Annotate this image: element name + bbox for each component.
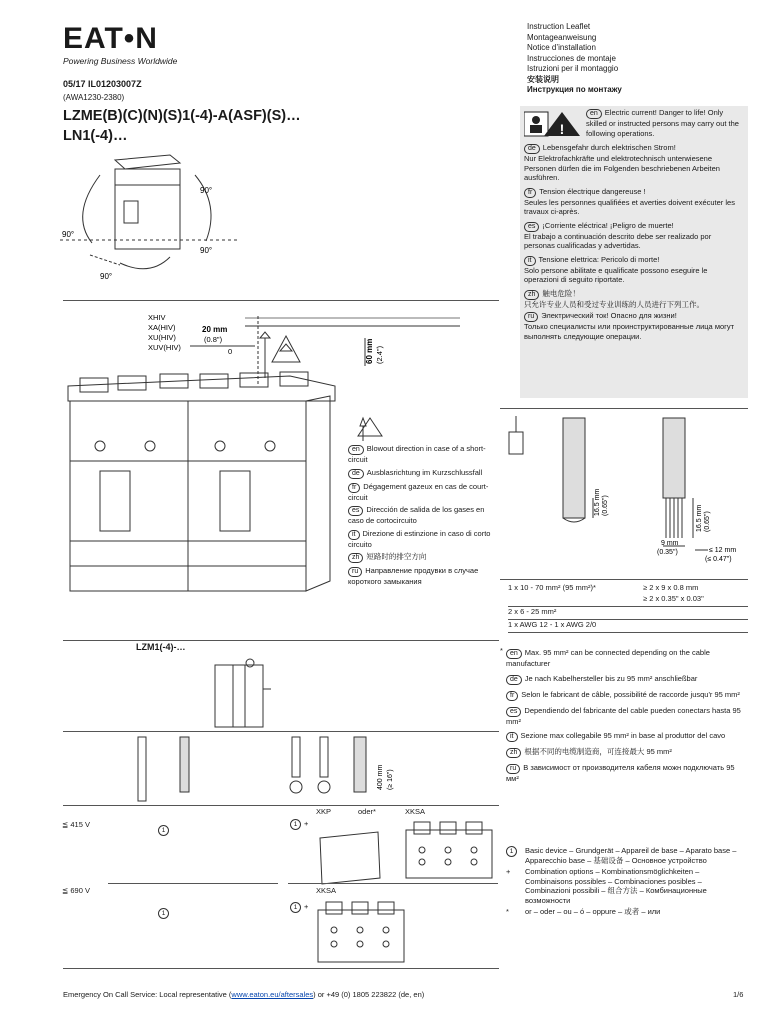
dim-400mm-block [372,740,398,805]
rotation-diagram [60,145,240,290]
note-es [506,706,748,727]
voltage-415: ≦ 415 V [62,820,90,829]
blowout-item-es [348,505,498,526]
blowout-item-ru [348,566,498,587]
divider [63,968,499,969]
dim-400mm [372,740,398,800]
basic-device-marker-2 [158,902,172,920]
table-cell: 1 x AWG 12 - 1 x AWG 2/0 [508,620,597,629]
label-xksa-2: XKSA [316,886,337,895]
symbol-legend [506,846,748,917]
doc-title-1: LZME(B)(C)(N)(S)1(-4)-A(ASF)(S)… [63,108,301,124]
clearance-label-xuv: XUV(HIV) [148,343,181,352]
label-oder: oder* [358,807,376,816]
xkp-figure [318,830,388,885]
lang-badge: fr [348,483,360,493]
footer [63,990,743,1000]
lang-badge: it [348,530,360,540]
star-marker: * [500,646,503,655]
logo-tagline: Powering Business Worldwide [63,56,178,66]
note-text: 根据不同的电缆制造商，可连接最大 95 mm² [524,747,672,756]
warning-text-es: El trabajo a continuación descrito debe ser realizado por personas cualificadas y advertidas. [524,231,712,250]
dim-08in: (0.8") [204,335,223,344]
divider [500,408,748,409]
rotation-figure [60,145,240,285]
legend-text: Basic device – Grundgerät – Appareil de base – Aparato base – Apparecchio base – 基础设备 – Основное устройство [525,846,737,865]
clearance-label-xu: XU(HIV) [148,333,176,342]
dim-12mm: ≤ 12 mm [709,547,737,554]
logo-wordmark: EAT•N [63,22,158,55]
lang-badge-en: en [586,109,602,119]
label-xksa: XKSA [405,807,426,816]
leaflet-title-fr: Notice d’installation [527,43,596,52]
blowout-item-fr [348,482,498,503]
table-cell: ≥ 2 x 0.35" x 0.03" [643,594,704,603]
note-text: Max. 95 mm² can be connected depending on the cable manufacturer [506,648,710,668]
table-row [508,594,748,605]
dim-047in: (≤ 0.47") [705,556,732,563]
angle-label-right: 90° [200,246,213,255]
warning-text-en: Only skilled or instructed persons may carry out the following operations. [586,108,739,138]
table-row [508,583,748,594]
lang-badge: es [506,707,521,717]
conductor-icons [130,735,410,810]
note-text: В зависимост от производителя кабеля можн подключать 95 мм² [506,763,735,783]
leaflet-title-en: Instruction Leaflet [527,22,591,31]
warning-title-fr: Tension électrique dangereuse ! [539,186,646,196]
voltage-690: ≦ 690 V [62,886,90,895]
lang-badge: ru [506,764,520,774]
note-en [506,648,748,669]
warning-text-fr: Seules les personnes qualifiées et averties doivent exécuter les travaux ci-après. [524,197,735,216]
combo-marker-2: 1 + [290,902,308,913]
divider [288,883,498,884]
note-ru [506,763,748,784]
combo-marker-1: 1 + [290,819,308,830]
warning-title-de: Lebensgefahr durch elektrischen Strom! [542,143,676,152]
xksa-block [404,820,496,887]
lang-badge: es [348,506,363,516]
xksa-figure [404,820,496,882]
leaflet-title-es: Instrucciones de montaje [527,53,616,63]
lang-badge: de [506,675,522,685]
blowout-item-de [348,468,498,479]
star-symbol: * [506,907,509,916]
xkp-plate [318,830,388,890]
warning-text-de: Nur Elektrofachkräfte und elektrotechnisch unterwiesene Personen dürfen die im Folgenden beschriebenen Arbeiten ausführen. [524,154,720,182]
note-zh [506,747,748,758]
angle-label-bottom: 90° [100,272,113,281]
clearance-label-xhiv: XHIV [148,313,166,322]
legend-item [506,867,748,905]
lang-badge: de [348,469,364,479]
basic-device-marker [158,819,172,837]
note-it [506,731,748,742]
angle-label-top: 90° [200,186,213,195]
basic-device-icon: 1 [506,846,517,857]
divider [108,883,278,884]
divider [63,300,499,301]
notes-95mm [506,648,748,784]
lzm-title: LZM1(-4)-… [136,642,186,652]
blowout-text: Blowout direction in case of a short-circuit [348,444,486,464]
dim-zero: 0 [228,347,233,356]
label-xkp: XKP [316,807,332,816]
warning-text-ru: Только специалисты или проинструктированные лица могут выполнять следующие операции. [524,322,735,341]
xksa-block-2 [316,898,408,971]
basic-device-icon: 1 [290,819,301,830]
table-row [508,619,748,633]
lang-badge: en [506,649,522,659]
doc-title-2: LN1(-4)… [63,128,128,144]
note-fr [506,690,748,701]
page-number: 1/6 [733,990,744,999]
lang-badge: zh [506,748,521,758]
note-text: Sezione max collegabile 95 mm² in base al produttor del cavo [520,731,726,740]
lang-badge-zh: zh [524,290,539,300]
dim-400mm-text: 400 mm [377,764,384,790]
dim-16-5mm-a: 16.5 mm [594,488,601,516]
table-cell: 2 x 6 - 25 mm² [508,607,557,616]
clearance-label-xa: XA(HIV) [148,323,176,332]
table-cell [508,594,643,605]
warning-text-it: Solo persone abilitate e qualificate possono eseguire le operazioni di seguito riportate. [524,265,708,284]
blowout-legend [348,444,498,587]
dim-16-5mm-b: 16.5 mm [696,504,703,532]
lang-badge-fr: fr [524,188,536,198]
table-row [508,606,748,619]
warning-texts [524,108,744,341]
legend-text: Combination options – Kombinationsmöglichkeiten – Combinaisons possibles – Combinaciones posibles – Combinazioni possibili – 组合方法 – Комбинационные возможности [525,867,707,905]
table-cell: ≥ 2 x 9 x 0.8 mm [643,583,699,592]
leaflet-title-it: Istruzioni per il montaggio [527,64,619,73]
divider [63,805,499,806]
warning-text-zh: 只允许专业人员和受过专业训练的人员进行下列工作。 [524,299,704,309]
lang-badge-de: de [524,144,540,154]
dim-16in-text: (≥ 16") [387,769,394,790]
legend-item [506,907,748,917]
blowout-item-en [348,444,498,465]
basic-device-icon: 1 [158,908,169,919]
warning-title-it: Tensione elettrica: Pericolo di morte! [538,254,660,264]
svg-text:!: ! [559,121,565,137]
dim-065in-b: (0.65") [704,511,711,532]
leaflet-title-ru: Инструкция по монтажу [527,85,622,94]
aftersales-link[interactable]: www.eaton.eu/aftersales [231,990,314,999]
dim-20mm: 20 mm [202,325,228,334]
lzm-device [205,655,285,738]
leaflet-title-de: Montageanweisung [527,32,597,42]
lang-badge: fr [506,691,518,701]
eaton-logo [63,24,177,66]
footer-text: Emergency On Call Service: Local representative ( [63,990,232,999]
leaflet-titles [527,22,747,96]
blowout-text: Direzione di estinzione in caso di corto circuito [348,528,491,549]
plus-symbol: + [506,867,511,876]
blowout-item-it [348,529,498,550]
dim-035in: (0.35") [657,549,678,556]
blowout-text: 短路时的排空方向 [366,552,427,561]
blowout-text: Dégagement gazeux en cas de court-circuit [348,481,489,502]
dim-9mm: 9 mm [661,540,679,547]
cable-figure [503,412,748,577]
lang-badge: ru [348,567,362,577]
basic-device-icon: 1 [158,825,169,836]
table-cell: 1 x 10 - 70 mm² (95 mm²)* [508,583,596,592]
blowout-text: Dirección de salida de los gases en caso de cortocircuito [348,505,485,525]
xksa-figure-2 [316,898,408,966]
blowout-text: Ausblasrichtung im Kurzschlussfall [366,467,483,477]
note-text: Je nach Kabelhersteller bis zu 95 mm² anschließbar [524,673,698,683]
note-text: Selon le fabricant de câble, possibilité de raccorde jusqu'r 95 mm² [521,689,740,699]
note-text: Dependiendo del fabricante del cable pueden conectars hasta 95 mm² [506,705,741,726]
footer-text-2: ) or +49 (0) 1805 223822 (de, en) [313,990,425,999]
angle-label-left: 90° [62,230,75,239]
cable-diagram [503,412,748,582]
lang-badge: it [506,732,518,742]
lang-badge: zh [348,553,363,563]
lang-badge-it: it [524,256,536,266]
doc-code: 05/17 IL01203007Z [63,79,142,89]
divider [500,579,748,580]
cable-table [508,583,748,633]
dim-24in: (2.4") [375,345,384,364]
blowout-item-zh [348,552,498,563]
legend-item [506,846,748,865]
note-de [506,674,748,685]
lang-badge-es: es [524,222,539,232]
lang-badge: en [348,445,364,455]
leaflet-title-zh: 安装说明 [527,74,559,84]
basic-device-icon: 1 [290,902,301,913]
legend-text: or – oder – ou – ó – oppure – 或者 – или [525,907,661,916]
dim-065in-a: (0.65") [602,495,609,516]
doc-awa: (AWA1230-2380) [63,93,125,102]
conductor-figure [130,735,410,805]
dim-60mm: 60 mm [365,338,374,364]
divider [63,640,499,641]
lzm-device-figure [205,655,285,733]
warning-title-zh: 触电危险！ [542,288,580,298]
warning-title-es: ¡Corriente eléctrica! ¡Peligro de muerte! [542,220,674,230]
blowout-text: Направление продувки в случае короткого замыкания [348,566,479,586]
warning-title-ru: Электрический ток! Опасно для жизни! [541,311,677,320]
divider [63,731,499,732]
warning-title-en: Electric current! Danger to life! [604,108,706,117]
lang-badge-ru: ru [524,312,538,322]
